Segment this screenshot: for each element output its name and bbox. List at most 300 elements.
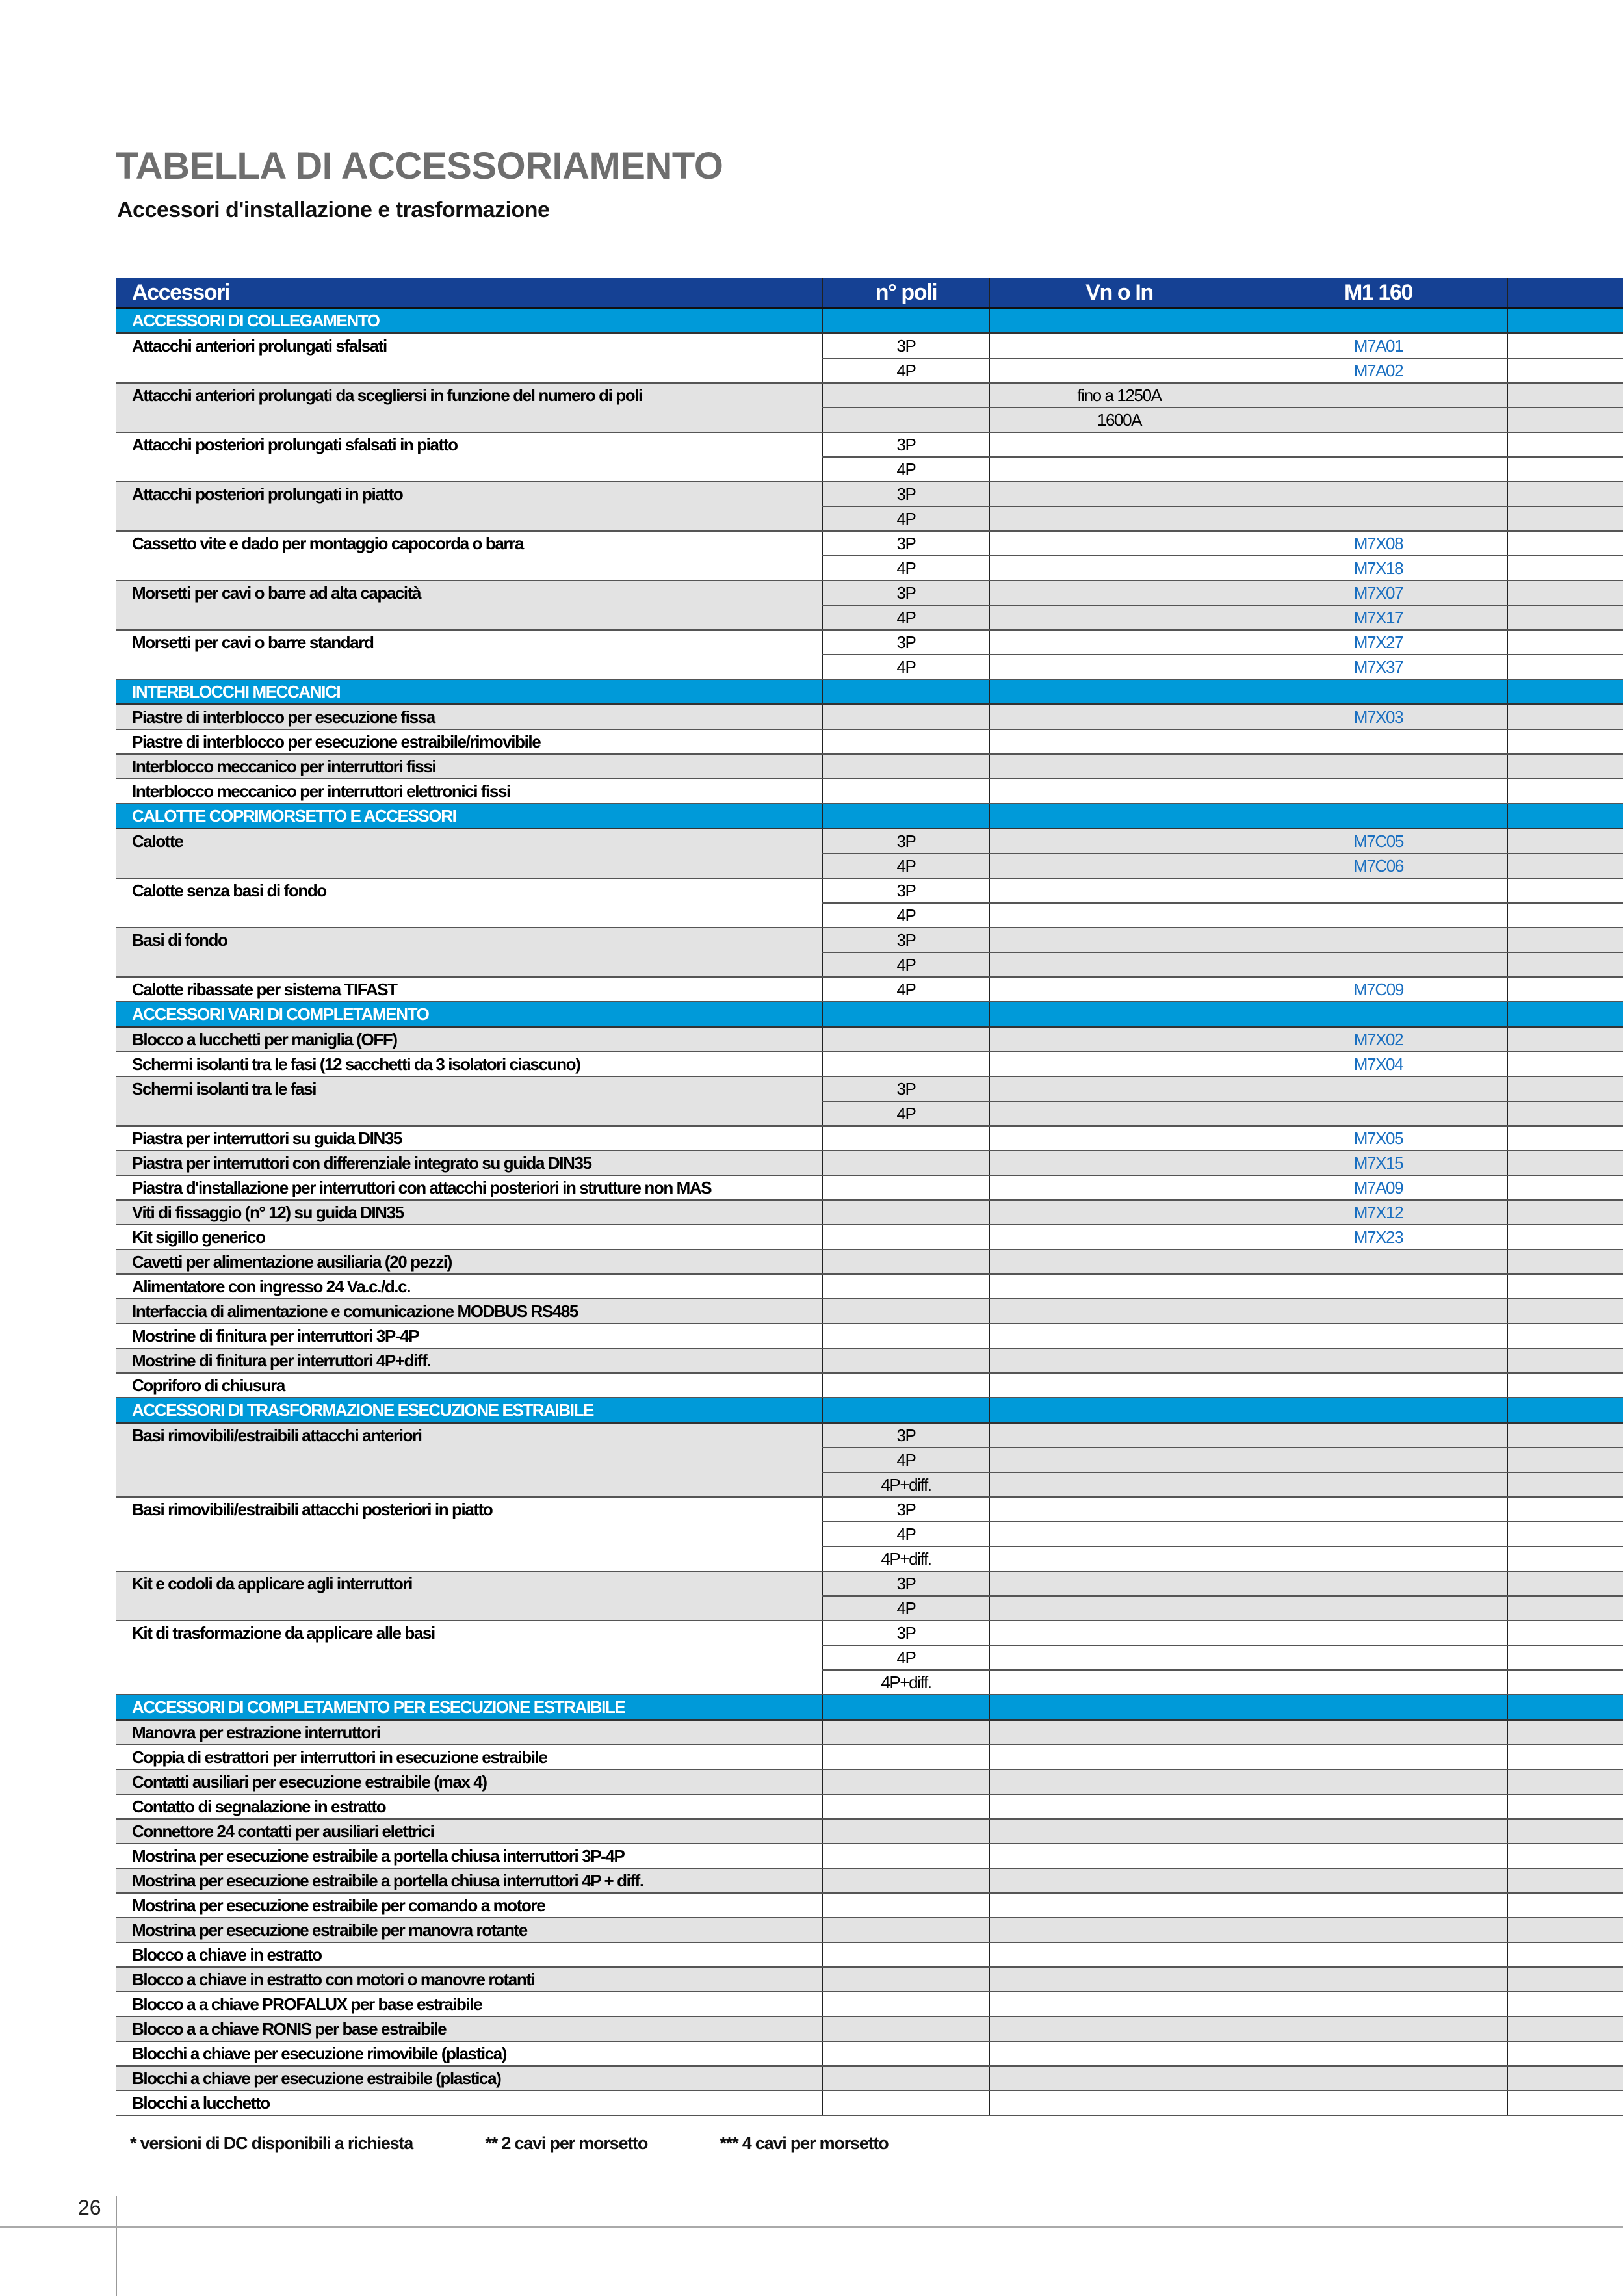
accessory-name: Cavetti per alimentazione ausiliaria (20 pezzi) xyxy=(116,1249,823,1274)
m1-160-code-cell xyxy=(1249,754,1508,779)
vn-in-cell xyxy=(990,1918,1249,1942)
vn-in-cell xyxy=(990,1942,1249,1967)
vn-in-cell xyxy=(990,878,1249,903)
m1-160-code-cell: M7X27 xyxy=(1249,630,1508,655)
accessory-name: Contatto di segnalazione in estratto xyxy=(116,1794,823,1819)
vn-in-cell xyxy=(990,1373,1249,1398)
section-header-row xyxy=(116,1398,1623,1423)
poles-cell xyxy=(823,383,990,408)
table-row xyxy=(116,1076,1623,1101)
extra-cell xyxy=(1508,1373,1623,1398)
section-cell xyxy=(990,1398,1249,1423)
extra-cell xyxy=(1508,1027,1623,1052)
table-row xyxy=(116,1249,1623,1274)
vn-in-cell xyxy=(990,1076,1249,1101)
poles-cell xyxy=(823,1200,990,1225)
m1-160-code-cell xyxy=(1249,1942,1508,1967)
section-cell xyxy=(1249,1398,1508,1423)
m1-160-code-cell xyxy=(1249,1274,1508,1299)
extra-cell xyxy=(1508,1274,1623,1299)
table-body xyxy=(116,308,1623,2116)
table-row xyxy=(116,878,1623,903)
m1-160-code-cell: M7X18 xyxy=(1249,556,1508,581)
poles-cell: 4P xyxy=(823,1645,990,1670)
page-title: TABELLA DI ACCESSORIAMENTO xyxy=(116,145,723,187)
accessory-name: Mostrina per esecuzione estraibile per comando a motore xyxy=(116,1893,823,1918)
section-cell xyxy=(1249,803,1508,829)
vn-in-cell xyxy=(990,779,1249,803)
extra-cell xyxy=(1508,1769,1623,1794)
table-row xyxy=(116,1348,1623,1373)
table-row xyxy=(116,2091,1623,2115)
section-cell xyxy=(990,1695,1249,1720)
accessory-name: Attacchi posteriori prolungati in piatto xyxy=(116,482,823,531)
m1-160-code-cell: M7X37 xyxy=(1249,655,1508,679)
accessory-name: Interblocco meccanico per interruttori elettronici fissi xyxy=(116,779,823,803)
m1-160-code-cell xyxy=(1249,1324,1508,1348)
column-header-vn-in: Vn o In xyxy=(990,278,1249,308)
footnote-4-cavi: *** 4 cavi per morsetto xyxy=(720,2133,889,2153)
extra-cell xyxy=(1508,1324,1623,1348)
extra-cell xyxy=(1508,358,1623,383)
m1-160-code-cell xyxy=(1249,878,1508,903)
table-row xyxy=(116,1497,1623,1522)
accessory-name: Cassetto vite e dado per montaggio capocorda o barra xyxy=(116,531,823,581)
accessory-name: Blocco a chiave in estratto xyxy=(116,1942,823,1967)
table-row xyxy=(116,1571,1623,1596)
accessory-name: Coppia di estrattori per interruttori in esecuzione estraibile xyxy=(116,1745,823,1769)
poles-cell: 4P xyxy=(823,655,990,679)
vn-in-cell xyxy=(990,1101,1249,1126)
extra-cell xyxy=(1508,1299,1623,1324)
vn-in-cell xyxy=(990,2066,1249,2091)
table-row xyxy=(116,1151,1623,1175)
poles-cell xyxy=(823,1249,990,1274)
accessory-name: Kit di trasformazione da applicare alle basi xyxy=(116,1621,823,1695)
vn-in-cell xyxy=(990,333,1249,359)
section-cell xyxy=(823,1002,990,1027)
m1-160-code-cell xyxy=(1249,432,1508,457)
m1-160-code-cell: M7X15 xyxy=(1249,1151,1508,1175)
poles-cell xyxy=(823,1992,990,2016)
poles-cell xyxy=(823,1745,990,1769)
vn-in-cell xyxy=(990,1151,1249,1175)
extra-cell xyxy=(1508,1967,1623,1992)
accessory-name: Blocco a a chiave RONIS per base estraibile xyxy=(116,2016,823,2041)
section-cell xyxy=(823,1695,990,1720)
poles-cell: 4P xyxy=(823,605,990,630)
extra-cell xyxy=(1508,655,1623,679)
m1-160-code-cell xyxy=(1249,1967,1508,1992)
table-row xyxy=(116,1373,1623,1398)
vn-in-cell xyxy=(990,1670,1249,1695)
vn-in-cell xyxy=(990,1794,1249,1819)
table-row xyxy=(116,1274,1623,1299)
poles-cell: 3P xyxy=(823,1497,990,1522)
poles-cell: 4P xyxy=(823,1101,990,1126)
footnote-dc: * versioni di DC disponibili a richiesta xyxy=(130,2133,413,2153)
extra-cell xyxy=(1508,1720,1623,1745)
extra-cell xyxy=(1508,1175,1623,1200)
m1-160-code-cell xyxy=(1249,1497,1508,1522)
accessory-name: Interblocco meccanico per interruttori fissi xyxy=(116,754,823,779)
extra-cell xyxy=(1508,1596,1623,1621)
vn-in-cell xyxy=(990,1596,1249,1621)
poles-cell xyxy=(823,1918,990,1942)
m1-160-code-cell: M7X07 xyxy=(1249,581,1508,605)
vn-in-cell xyxy=(990,829,1249,854)
m1-160-code-cell xyxy=(1249,1076,1508,1101)
column-header-m1-160: M1 160 xyxy=(1249,278,1508,308)
m1-160-code-cell xyxy=(1249,1819,1508,1844)
poles-cell: 3P xyxy=(823,1621,990,1645)
poles-cell xyxy=(823,705,990,730)
section-cell xyxy=(1249,308,1508,333)
section-cell xyxy=(1508,308,1623,333)
poles-cell: 3P xyxy=(823,482,990,506)
table-row xyxy=(116,2066,1623,2091)
footnote-2-cavi: ** 2 cavi per morsetto xyxy=(485,2133,648,2153)
vn-in-cell xyxy=(990,1324,1249,1348)
m1-160-code-cell xyxy=(1249,1596,1508,1621)
extra-cell xyxy=(1508,1076,1623,1101)
poles-cell: 3P xyxy=(823,878,990,903)
extra-cell xyxy=(1508,1844,1623,1868)
accessory-name: Mostrina per esecuzione estraibile a portella chiusa interruttori 3P-4P xyxy=(116,1844,823,1868)
section-cell xyxy=(823,803,990,829)
m1-160-code-cell xyxy=(1249,1373,1508,1398)
section-header-row xyxy=(116,1002,1623,1027)
m1-160-code-cell: M7X05 xyxy=(1249,1126,1508,1151)
table-row xyxy=(116,1423,1623,1448)
table-row xyxy=(116,977,1623,1002)
accessory-name: Piastra d'installazione per interruttori con attacchi posteriori in strutture non MAS xyxy=(116,1175,823,1200)
extra-cell xyxy=(1508,506,1623,531)
m1-160-code-cell: M7A02 xyxy=(1249,358,1508,383)
m1-160-code-cell: M7A09 xyxy=(1249,1175,1508,1200)
m1-160-code-cell: M7A01 xyxy=(1249,333,1508,359)
table-row xyxy=(116,1819,1623,1844)
poles-cell xyxy=(823,1967,990,1992)
m1-160-code-cell: M7X02 xyxy=(1249,1027,1508,1052)
poles-cell: 3P xyxy=(823,333,990,359)
extra-cell xyxy=(1508,754,1623,779)
accessory-name: Connettore 24 contatti per ausiliari elettrici xyxy=(116,1819,823,1844)
m1-160-code-cell xyxy=(1249,408,1508,432)
poles-cell xyxy=(823,1274,990,1299)
section-cell xyxy=(1508,679,1623,705)
vn-in-cell xyxy=(990,1844,1249,1868)
m1-160-code-cell xyxy=(1249,1794,1508,1819)
table-row xyxy=(116,1769,1623,1794)
extra-cell xyxy=(1508,928,1623,952)
m1-160-code-cell xyxy=(1249,482,1508,506)
column-header-extra xyxy=(1508,278,1623,308)
extra-cell xyxy=(1508,1225,1623,1249)
m1-160-code-cell xyxy=(1249,1423,1508,1448)
vn-in-cell xyxy=(990,1992,1249,2016)
accessory-name: Calotte senza basi di fondo xyxy=(116,878,823,928)
m1-160-code-cell: M7C05 xyxy=(1249,829,1508,854)
extra-cell xyxy=(1508,977,1623,1002)
extra-cell xyxy=(1508,408,1623,432)
vn-in-cell xyxy=(990,903,1249,928)
extra-cell xyxy=(1508,531,1623,556)
m1-160-code-cell: M7C06 xyxy=(1249,854,1508,878)
extra-cell xyxy=(1508,952,1623,977)
poles-cell xyxy=(823,1720,990,1745)
m1-160-code-cell xyxy=(1249,1670,1508,1695)
accessory-name: Mostrine di finitura per interruttori 4P+diff. xyxy=(116,1348,823,1373)
vn-in-cell xyxy=(990,754,1249,779)
vn-in-cell xyxy=(990,1621,1249,1645)
extra-cell xyxy=(1508,482,1623,506)
poles-cell: 3P xyxy=(823,928,990,952)
accessory-name: Morsetti per cavi o barre standard xyxy=(116,630,823,679)
table-row xyxy=(116,1844,1623,1868)
poles-cell xyxy=(823,1844,990,1868)
extra-cell xyxy=(1508,1497,1623,1522)
accessory-name: Contatti ausiliari per esecuzione estraibile (max 4) xyxy=(116,1769,823,1794)
extra-cell xyxy=(1508,581,1623,605)
m1-160-code-cell xyxy=(1249,1522,1508,1546)
poles-cell xyxy=(823,1324,990,1348)
accessory-name: Mostrine di finitura per interruttori 3P-4P xyxy=(116,1324,823,1348)
extra-cell xyxy=(1508,432,1623,457)
table-row xyxy=(116,1720,1623,1745)
m1-160-code-cell xyxy=(1249,928,1508,952)
m1-160-code-cell xyxy=(1249,952,1508,977)
table-row xyxy=(116,705,1623,730)
extra-cell xyxy=(1508,1546,1623,1571)
section-cell xyxy=(823,1398,990,1423)
accessory-name: Mostrina per esecuzione estraibile a portella chiusa interruttori 4P + diff. xyxy=(116,1868,823,1893)
poles-cell: 4P xyxy=(823,854,990,878)
section-header-row xyxy=(116,679,1623,705)
accessory-name: Blocchi a chiave per esecuzione estraibile (plastica) xyxy=(116,2066,823,2091)
table-row xyxy=(116,1967,1623,1992)
poles-cell: 3P xyxy=(823,1423,990,1448)
table-row xyxy=(116,1052,1623,1076)
extra-cell xyxy=(1508,1052,1623,1076)
vn-in-cell xyxy=(990,2091,1249,2115)
column-header-poli: n° poli xyxy=(823,278,990,308)
m1-160-code-cell xyxy=(1249,1868,1508,1893)
page-subtitle: Accessori d'installazione e trasformazione xyxy=(117,198,550,222)
poles-cell xyxy=(823,1052,990,1076)
extra-cell xyxy=(1508,779,1623,803)
section-header-row xyxy=(116,803,1623,829)
m1-160-code-cell xyxy=(1249,2066,1508,2091)
extra-cell xyxy=(1508,630,1623,655)
section-header-row xyxy=(116,308,1623,333)
extra-cell xyxy=(1508,333,1623,359)
section-cell xyxy=(1249,1695,1508,1720)
vn-in-cell xyxy=(990,581,1249,605)
m1-160-code-cell xyxy=(1249,457,1508,482)
table-row xyxy=(116,531,1623,556)
vn-in-cell xyxy=(990,1745,1249,1769)
accessory-name: Kit sigillo generico xyxy=(116,1225,823,1249)
poles-cell: 3P xyxy=(823,531,990,556)
poles-cell xyxy=(823,408,990,432)
poles-cell xyxy=(823,1373,990,1398)
section-cell xyxy=(1249,1002,1508,1027)
m1-160-code-cell xyxy=(1249,383,1508,408)
table-row xyxy=(116,1868,1623,1893)
extra-cell xyxy=(1508,1918,1623,1942)
accessory-name: Blocco a lucchetti per maniglia (OFF) xyxy=(116,1027,823,1052)
section-cell xyxy=(1508,1398,1623,1423)
section-title: ACCESSORI DI COMPLETAMENTO PER ESECUZIONE ESTRAIBILE xyxy=(116,1695,823,1720)
m1-160-code-cell xyxy=(1249,779,1508,803)
accessory-name: Piastre di interblocco per esecuzione estraibile/rimovibile xyxy=(116,729,823,754)
table-row xyxy=(116,1225,1623,1249)
accessory-name: Morsetti per cavi o barre ad alta capacità xyxy=(116,581,823,630)
accessories-table xyxy=(116,278,1623,2116)
extra-cell xyxy=(1508,878,1623,903)
poles-cell xyxy=(823,1769,990,1794)
footer-divider xyxy=(0,2226,1623,2228)
extra-cell xyxy=(1508,1670,1623,1695)
table-row xyxy=(116,1126,1623,1151)
extra-cell xyxy=(1508,605,1623,630)
extra-cell xyxy=(1508,1151,1623,1175)
section-header-row xyxy=(116,1695,1623,1720)
m1-160-code-cell xyxy=(1249,1745,1508,1769)
vn-in-cell xyxy=(990,1819,1249,1844)
table-header-row xyxy=(116,278,1623,308)
section-cell xyxy=(1249,679,1508,705)
section-cell xyxy=(990,1002,1249,1027)
extra-cell xyxy=(1508,1101,1623,1126)
m1-160-code-cell xyxy=(1249,903,1508,928)
vn-in-cell xyxy=(990,605,1249,630)
table-row xyxy=(116,1299,1623,1324)
poles-cell xyxy=(823,1151,990,1175)
vn-in-cell: fino a 1250A xyxy=(990,383,1249,408)
extra-cell xyxy=(1508,2041,1623,2066)
vn-in-cell xyxy=(990,1299,1249,1324)
accessory-name: Blocco a a chiave PROFALUX per base estraibile xyxy=(116,1992,823,2016)
vn-in-cell xyxy=(990,1522,1249,1546)
accessory-name: Kit e codoli da applicare agli interruttori xyxy=(116,1571,823,1621)
poles-cell: 4P xyxy=(823,952,990,977)
m1-160-code-cell xyxy=(1249,506,1508,531)
vn-in-cell xyxy=(990,977,1249,1002)
accessory-name: Schermi isolanti tra le fasi xyxy=(116,1076,823,1126)
table-row xyxy=(116,928,1623,952)
vn-in-cell xyxy=(990,1348,1249,1373)
column-header-accessori: Accessori xyxy=(116,278,823,308)
accessory-name: Mostrina per esecuzione estraibile per manovra rotante xyxy=(116,1918,823,1942)
vn-in-cell xyxy=(990,1126,1249,1151)
vn-in-cell xyxy=(990,1249,1249,1274)
section-title: ACCESSORI VARI DI COMPLETAMENTO xyxy=(116,1002,823,1027)
m1-160-code-cell xyxy=(1249,1348,1508,1373)
extra-cell xyxy=(1508,1472,1623,1497)
extra-cell xyxy=(1508,1522,1623,1546)
table-row xyxy=(116,1794,1623,1819)
vn-in-cell xyxy=(990,531,1249,556)
accessory-name: Copriforo di chiusura xyxy=(116,1373,823,1398)
m1-160-code-cell xyxy=(1249,2016,1508,2041)
extra-cell xyxy=(1508,383,1623,408)
extra-cell xyxy=(1508,2066,1623,2091)
page-number: 26 xyxy=(78,2196,101,2219)
poles-cell xyxy=(823,779,990,803)
extra-cell xyxy=(1508,1126,1623,1151)
vn-in-cell xyxy=(990,1423,1249,1448)
poles-cell xyxy=(823,1299,990,1324)
table-row xyxy=(116,432,1623,457)
accessory-name: Blocchi a chiave per esecuzione rimovibile (plastica) xyxy=(116,2041,823,2066)
section-cell xyxy=(823,679,990,705)
m1-160-code-cell xyxy=(1249,1299,1508,1324)
table-row xyxy=(116,754,1623,779)
m1-160-code-cell xyxy=(1249,2041,1508,2066)
extra-cell xyxy=(1508,1942,1623,1967)
m1-160-code-cell xyxy=(1249,1621,1508,1645)
poles-cell xyxy=(823,1027,990,1052)
table-row xyxy=(116,1745,1623,1769)
extra-cell xyxy=(1508,1423,1623,1448)
table-row xyxy=(116,482,1623,506)
vn-in-cell xyxy=(990,358,1249,383)
poles-cell: 4P+diff. xyxy=(823,1546,990,1571)
extra-cell xyxy=(1508,1571,1623,1596)
accessory-name: Manovra per estrazione interruttori xyxy=(116,1720,823,1745)
table-row xyxy=(116,829,1623,854)
vn-in-cell xyxy=(990,1027,1249,1052)
extra-cell xyxy=(1508,1249,1623,1274)
poles-cell: 3P xyxy=(823,630,990,655)
poles-cell xyxy=(823,1942,990,1967)
poles-cell: 4P xyxy=(823,457,990,482)
section-title: ACCESSORI DI TRASFORMAZIONE ESECUZIONE ESTRAIBILE xyxy=(116,1398,823,1423)
vn-in-cell xyxy=(990,1769,1249,1794)
accessory-name: Piastre di interblocco per esecuzione fissa xyxy=(116,705,823,730)
poles-cell: 4P xyxy=(823,977,990,1002)
vn-in-cell: 1600A xyxy=(990,408,1249,432)
table-row xyxy=(116,779,1623,803)
accessory-name: Calotte xyxy=(116,829,823,879)
poles-cell: 4P xyxy=(823,556,990,581)
m1-160-code-cell xyxy=(1249,1448,1508,1472)
accessory-name: Piastra per interruttori con differenziale integrato su guida DIN35 xyxy=(116,1151,823,1175)
extra-cell xyxy=(1508,1992,1623,2016)
poles-cell: 4P xyxy=(823,1522,990,1546)
table-row xyxy=(116,1918,1623,1942)
poles-cell: 3P xyxy=(823,432,990,457)
vn-in-cell xyxy=(990,630,1249,655)
m1-160-code-cell: M7X17 xyxy=(1249,605,1508,630)
section-cell xyxy=(823,308,990,333)
section-cell xyxy=(990,308,1249,333)
vn-in-cell xyxy=(990,928,1249,952)
accessory-name: Blocchi a lucchetto xyxy=(116,2091,823,2115)
m1-160-code-cell xyxy=(1249,1571,1508,1596)
m1-160-code-cell xyxy=(1249,1918,1508,1942)
poles-cell: 4P+diff. xyxy=(823,1472,990,1497)
m1-160-code-cell xyxy=(1249,1101,1508,1126)
poles-cell xyxy=(823,2016,990,2041)
table-row xyxy=(116,1893,1623,1918)
poles-cell: 4P xyxy=(823,358,990,383)
accessory-name: Basi rimovibili/estraibili attacchi posteriori in piatto xyxy=(116,1497,823,1571)
vn-in-cell xyxy=(990,457,1249,482)
margin-divider xyxy=(116,2196,117,2296)
